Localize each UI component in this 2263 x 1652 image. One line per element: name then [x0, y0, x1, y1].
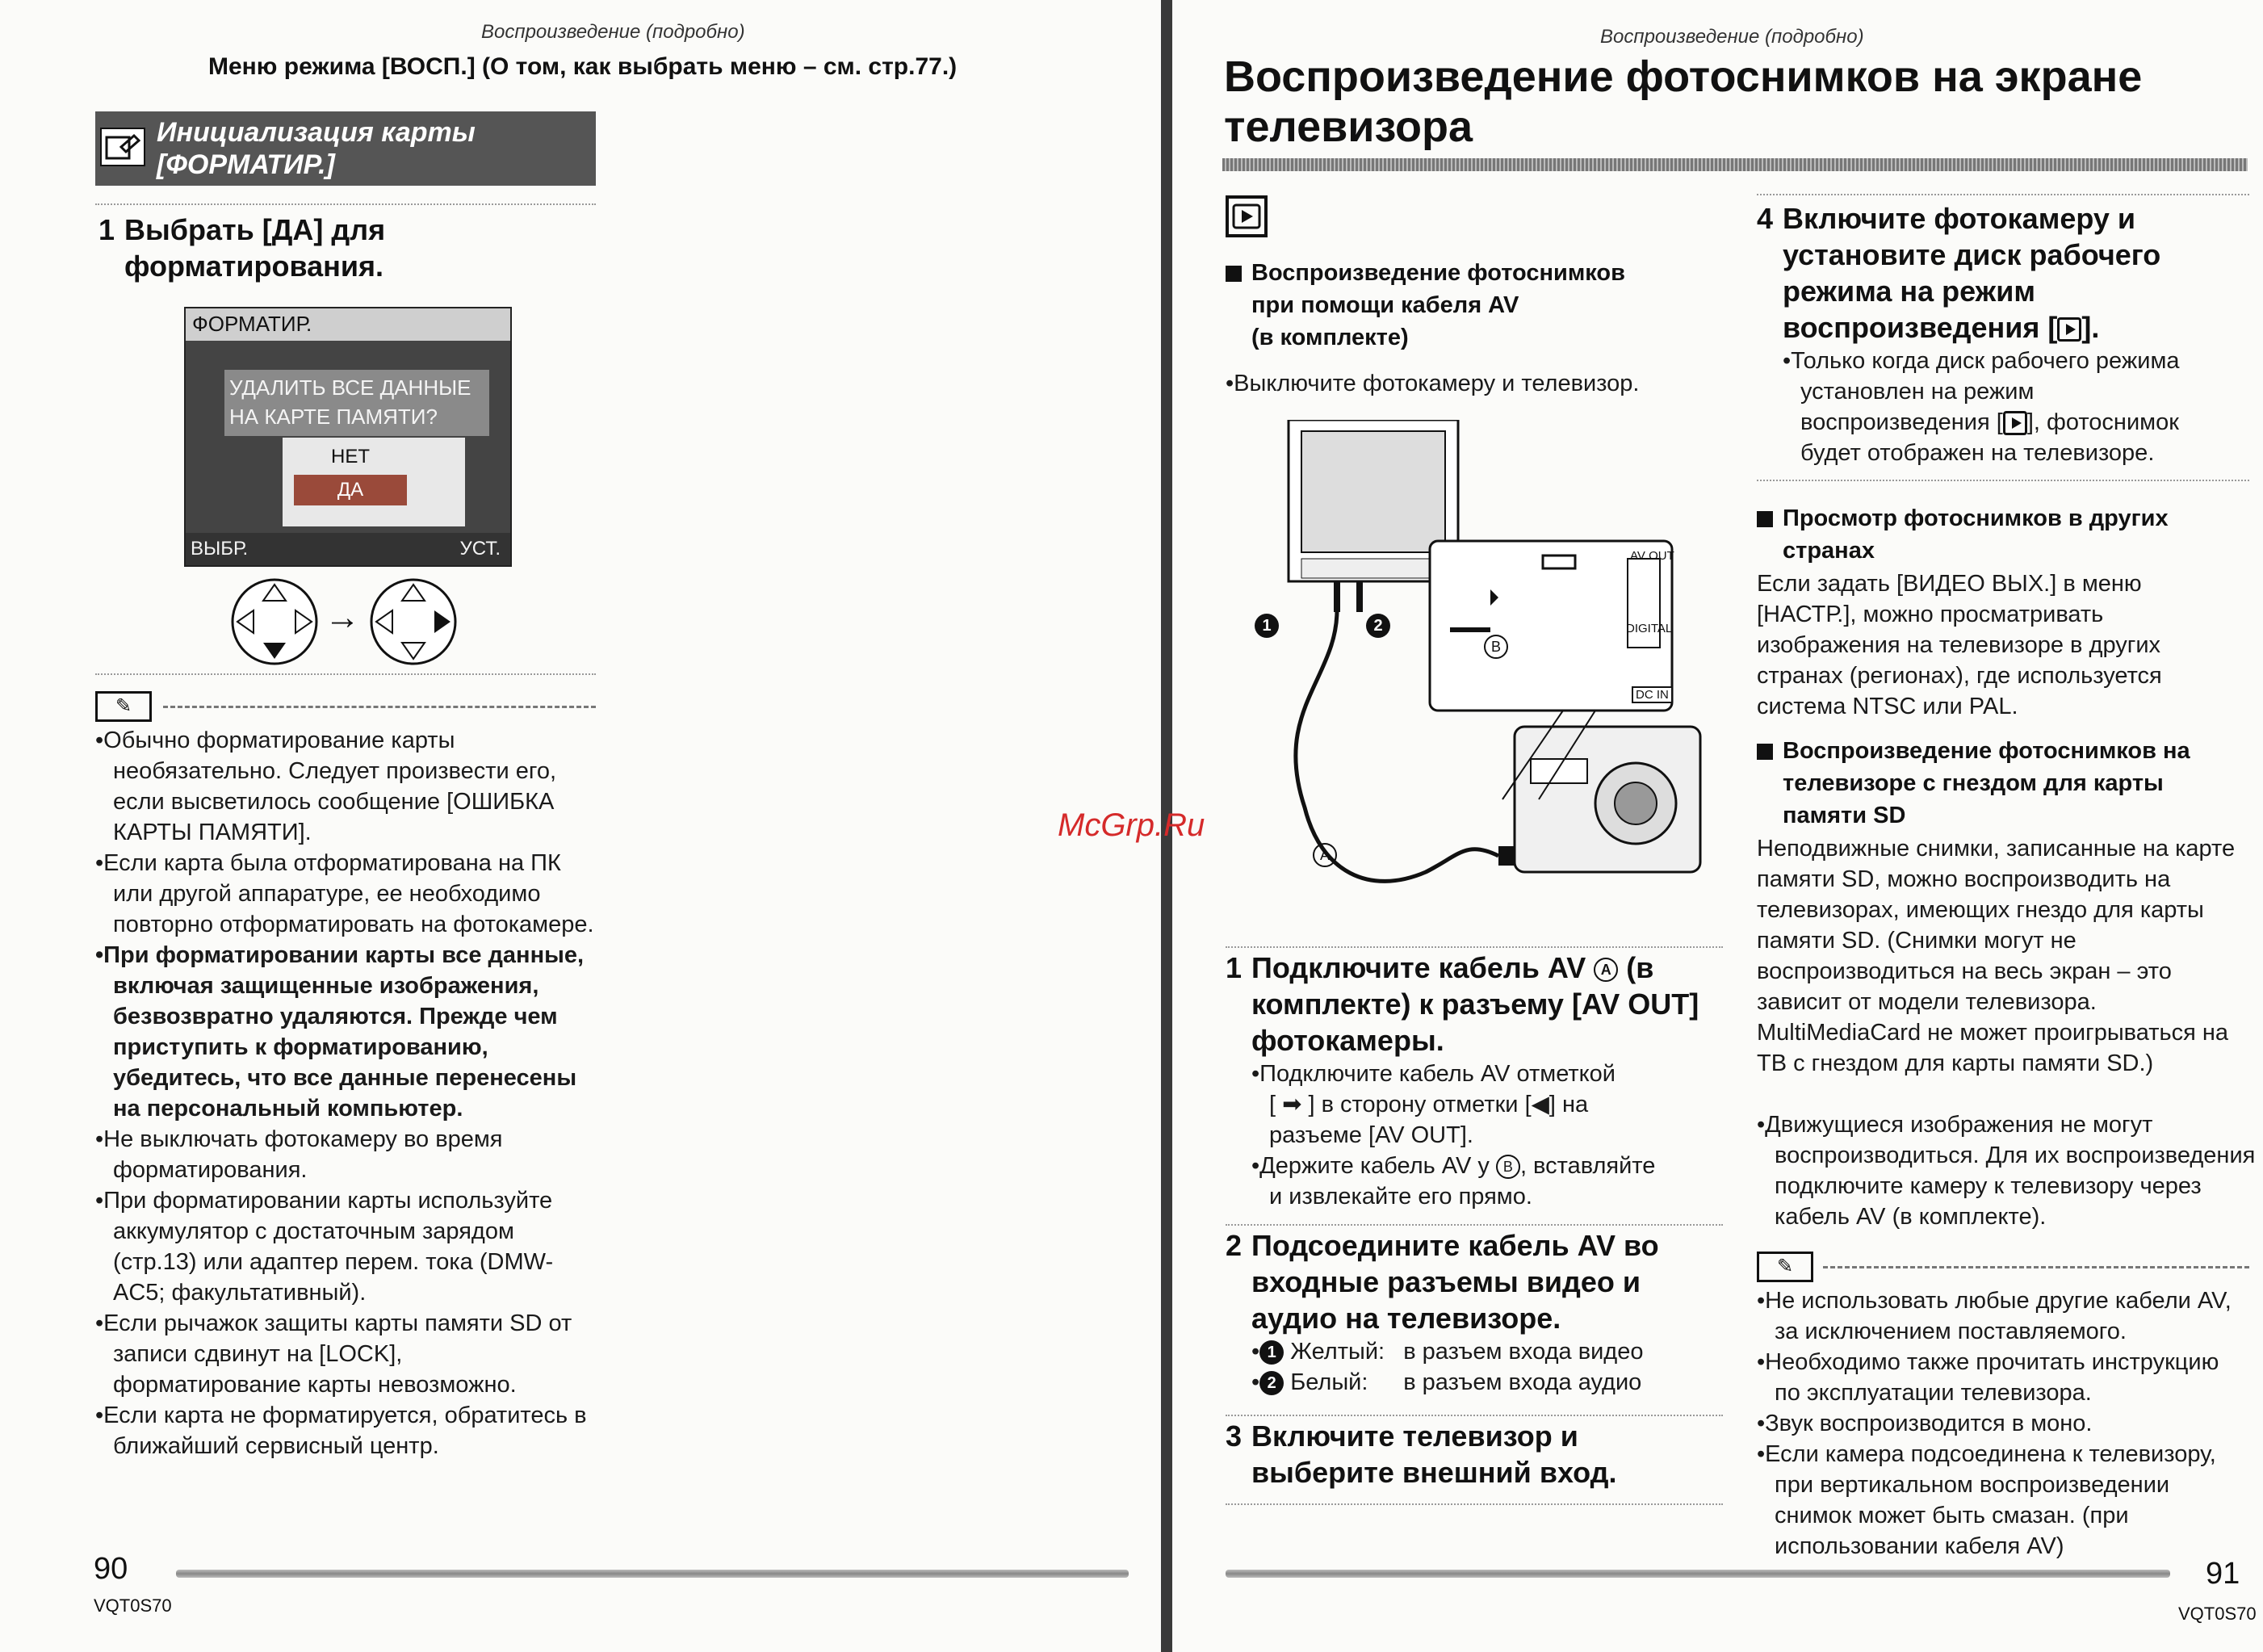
- step4-line4: воспроизведения [: [1783, 311, 2058, 344]
- step1-bullet: •Держите кабель AV у: [1251, 1153, 1496, 1179]
- watermark: McGrp.Ru: [1058, 807, 1205, 843]
- screen-question2: НА КАРТЕ ПАМЯТИ?: [229, 405, 438, 429]
- step1-line2: комплекте) к разъему [AV OUT]: [1251, 987, 1699, 1021]
- step1-text: (в: [1618, 951, 1654, 984]
- note-item: •Необходимо также прочитать инструкцию по эксплуатации телевизора.: [1757, 1349, 2219, 1406]
- sub2-line2: странах: [1783, 538, 1875, 564]
- play-icon: [2057, 317, 2081, 342]
- note-item: •Звук воспроизводится в моно.: [1757, 1411, 2093, 1436]
- play-icon: [2003, 411, 2027, 435]
- right-header: Воспроизведение (подробно): [1600, 26, 1864, 48]
- left-header: Воспроизведение (подробно): [481, 21, 745, 43]
- memo-icon: ✎: [95, 691, 152, 722]
- note-item: •Если камера подсоединена к телевизору, при вертикальном воспроизведении снимок может быть смазан. (при использовании кабеля AV): [1757, 1441, 2216, 1559]
- menu-line: Меню режима [ВОСП.] (О том, как выбрать меню – см. стр.77.): [208, 53, 958, 80]
- sub1-line1: Воспроизведение фотоснимков: [1251, 260, 1625, 286]
- step-number: 1: [98, 213, 115, 246]
- step4-note: •Только когда диск рабочего режима: [1783, 348, 2180, 374]
- step-number: 4: [1757, 202, 1774, 235]
- label-a: A: [1313, 843, 1337, 867]
- note-item: •Если карта была отформатирована на ПК или другой аппаратуре, ее необходимо повторно отформатировать на фотокамере.: [95, 850, 594, 937]
- right-step4: [1757, 200, 2257, 468]
- sub1-note: •Выключите фотокамеру и телевизор.: [1226, 371, 1640, 396]
- mark-a: A: [1594, 958, 1618, 982]
- note-item: •Если рычажок защиты карты памяти SD от записи сдвинут на [LOCK], форматирование карты невозможно.: [95, 1310, 572, 1398]
- sub3-line2: телевизоре с гнездом для карты: [1783, 770, 2164, 796]
- step-number: 2: [1226, 1229, 1243, 1262]
- step4-note: будет отображен на телевизоре.: [1800, 440, 2155, 466]
- step2-line3: аудио на телевизоре.: [1251, 1302, 1561, 1335]
- option-yes[interactable]: ДА: [294, 475, 407, 505]
- subsection-other-countries: [1757, 502, 2169, 567]
- sub1-line3: (в комплекте): [1251, 325, 1409, 350]
- step1-text: Подключите кабель AV: [1251, 951, 1595, 984]
- step1-bullet: , вставляйте: [1519, 1153, 1656, 1179]
- memo-icon: ✎: [1757, 1252, 1813, 1282]
- page-number: 90: [94, 1552, 128, 1586]
- screen-question1: УДАЛИТЬ ВСЕ ДАННЫЕ: [229, 375, 471, 400]
- arrow-right: →: [325, 597, 360, 637]
- cursor-pad-down[interactable]: [229, 577, 320, 671]
- step1: [98, 212, 385, 284]
- subsection-sd-tv: [1757, 735, 2190, 832]
- step4-line3: режима на режим: [1783, 275, 2035, 308]
- subsection-av-cable: [1226, 257, 1625, 354]
- note-item: •Не выключать фотокамеру во время форматирования.: [95, 1126, 503, 1183]
- step-number: 3: [1226, 1419, 1243, 1453]
- step-number: 1: [1226, 951, 1243, 984]
- connector-1: 1: [1255, 614, 1279, 638]
- right-page: [1172, 0, 2263, 1652]
- step4-note: установлен на режим: [1800, 379, 2035, 405]
- step1-bullet: и извлекайте его прямо.: [1269, 1184, 1532, 1210]
- step1-bullet: разъеме [AV OUT].: [1269, 1122, 1473, 1148]
- left-notes: [95, 725, 596, 1461]
- step3-line2: выберите внешний вход.: [1251, 1456, 1617, 1489]
- step4-line4: ].: [2081, 311, 2100, 344]
- title-line1: Воспроизведение фотоснимков на экране: [1224, 52, 2143, 101]
- cable-color: Желтый:: [1290, 1339, 1385, 1365]
- step2-line1: Подсоедините кабель AV во: [1251, 1229, 1659, 1262]
- screen-title: ФОРМАТИР.: [192, 312, 312, 336]
- step1-line1: Выбрать [ДА] для: [124, 213, 386, 246]
- sub3-line1: Воспроизведение фотоснимков на: [1783, 738, 2190, 764]
- cable-num: 2: [1259, 1371, 1284, 1395]
- title-line2: телевизора: [1224, 103, 1473, 151]
- note-item: •При форматировании карты все данные, включая защищенные изображения, безвозвратно удаляются. Прежде чем приступить к форматированию, убедитесь, что все данные перенесены на персональный компьютер.: [95, 942, 585, 1122]
- sub2-text: Если задать [ВИДЕО ВЫХ.] в меню [НАСТР.], можно просматривать изображения на телевизоре в других странах (регионах), где используется система NTSC или PAL.: [1757, 571, 2162, 719]
- cable-dest: в разъем входа видео: [1403, 1339, 1644, 1365]
- step2-line2: входные разъемы видео и: [1251, 1265, 1641, 1298]
- step4-line2: установите диск рабочего: [1783, 238, 2161, 271]
- cable-num: 1: [1259, 1340, 1284, 1365]
- port-dc-in: DC IN: [1632, 686, 1673, 703]
- banner-line1: Инициализация карты: [157, 117, 476, 148]
- section-banner: [95, 111, 596, 186]
- screen-footer-select: ВЫБР.: [191, 538, 249, 560]
- mark-b: B: [1496, 1155, 1520, 1179]
- step1-line2: форматирования.: [124, 249, 384, 283]
- note-item: •Не использовать любые другие кабели AV, за исключением поставляемого.: [1757, 1288, 2232, 1344]
- sub2-line1: Просмотр фотоснимков в других: [1783, 505, 2169, 531]
- doc-code: VQT0S70: [2178, 1604, 2257, 1624]
- label-b: B: [1484, 635, 1508, 659]
- step1-line3: фотокамеры.: [1251, 1024, 1444, 1057]
- page-title: [1224, 52, 2142, 152]
- connector-2: 2: [1366, 614, 1390, 638]
- sub3-text: Неподвижные снимки, записанные на карте памяти SD, можно воспроизводить на телевизорах, имеющих гнездо для карты памяти SD. (Снимки могут не воспроизводиться на весь экран – это зависит от модели телевизора. MultiMediaCard не может проигрываться на ТВ с гнездом для карты памяти SD.): [1757, 836, 2236, 1076]
- step1-bullet: [ ➡ ] в сторону отметки [◀] на: [1269, 1092, 1589, 1117]
- doc-code: VQT0S70: [94, 1595, 172, 1616]
- note-item: •Обычно форматирование карты необязательно. Следует произвести его, если высветилось сообщение [ОШИБКА КАРТЫ ПАМЯТИ].: [95, 727, 557, 845]
- cable-color: Белый:: [1290, 1369, 1368, 1395]
- step4-note: воспроизведения [: [1800, 409, 2003, 435]
- banner-line2: [ФОРМАТИР.]: [157, 149, 335, 180]
- sub3-line3: памяти SD: [1783, 803, 1906, 828]
- port-digital: DIGITAL: [1626, 622, 1673, 635]
- note-item: •При форматировании карты используйте аккумулятор с достаточным зарядом (стр.13) или адаптер перем. тока (DMW-AC5; факультативный).: [95, 1188, 554, 1306]
- format-icon: [100, 128, 145, 166]
- note-item: •Если карта не форматируется, обратитесь в ближайший сервисный центр.: [95, 1403, 587, 1459]
- right-step2: 2 Подсоедините кабель AV во входные разъемы видео и аудио на телевизоре. • 1 Желтый: в разъем входа видео • 2 Белый: в разъем входа аудио: [1226, 1227, 1726, 1398]
- step3-line1: Включите телевизор и: [1251, 1419, 1578, 1453]
- right-step3: [1226, 1418, 1726, 1491]
- sub3-note: •Движущиеся изображения не могут воспроизводиться. Для их воспроизведения подключите камеру к телевизору через кабель AV (в комплекте).: [1757, 1112, 2256, 1230]
- cursor-pad-right[interactable]: [368, 577, 459, 671]
- page-number: 91: [2206, 1557, 2240, 1591]
- format-screen: [184, 307, 512, 567]
- playback-mode-icon: [1226, 195, 1268, 237]
- right-step1: [1226, 950, 1726, 1212]
- right-notes: [1757, 1285, 2249, 1562]
- sub1-line2: при помощи кабеля AV: [1251, 292, 1519, 318]
- step4-note: ], фотоснимок: [2026, 409, 2179, 435]
- option-no[interactable]: НЕТ: [331, 446, 370, 468]
- cable-dest: в разъем входа аудио: [1403, 1369, 1642, 1395]
- connection-diagram: [1224, 420, 1724, 920]
- step4-line1: Включите фотокамеру и: [1783, 202, 2136, 235]
- step1-bullet: •Подключите кабель AV отметкой: [1251, 1061, 1616, 1087]
- port-av-out: AV OUT: [1630, 549, 1674, 563]
- screen-footer-set: УСТ.: [459, 538, 501, 560]
